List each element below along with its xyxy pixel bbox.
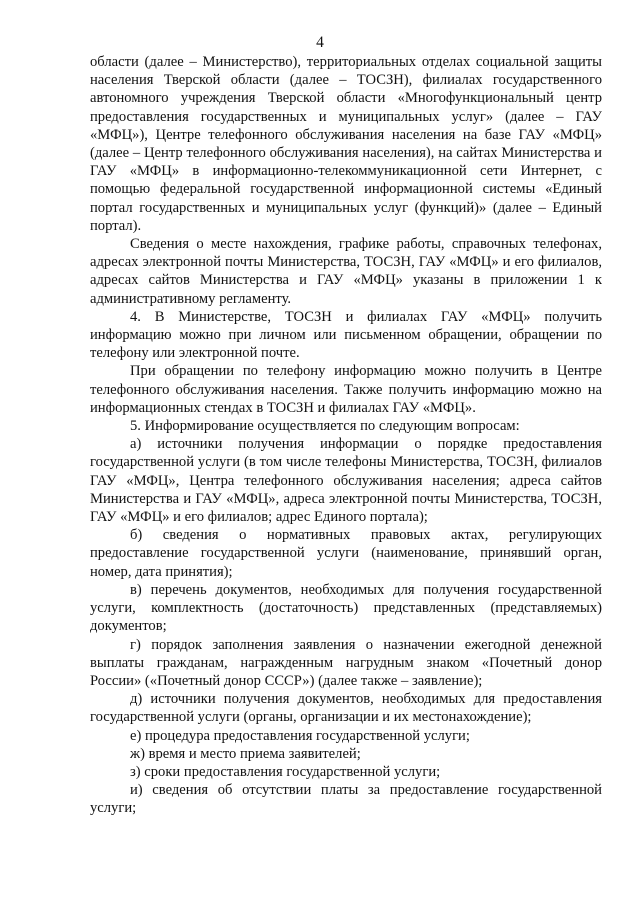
paragraph-item-5: 5. Информирование осуществляется по следующим вопросам: xyxy=(130,418,520,435)
paragraph-item-4: 4. В Министерстве, ТОСЗН и филиалах ГАУ «МФЦ» получить информацию можно при личном или письменном обращении, обращении по телефону или электронной почте. xyxy=(90,308,602,362)
list-item-z: з) сроки предоставления государственной услуги; xyxy=(130,763,441,780)
list-item-d: д) источники получения документов, необходимых для предоставления государственной услуги (органы, организации и их местонахождение); xyxy=(90,691,602,726)
list-item-a: а) источники получения информации о порядке предоставления государственной услуги (в том числе телефоны Министерства, ТОСЗН, филиалов ГАУ «МФЦ», Центра телефонного обслуживания населения; адреса сайтов Министерства и ГАУ «МФЦ», адреса электронной почты Министерства, ТОСЗН, ГАУ «МФЦ» и его филиалов; адрес Единого портала); xyxy=(90,436,602,526)
list-item-b: б) сведения о нормативных правовых актах, регулирующих предоставление государственной услуги (наименование, принявший орган, номер, дата принятия); xyxy=(90,527,602,580)
paragraph-continuation: области (далее – Министерство), территориальных отделах социальной защиты населения Тверской области (далее – ТОСЗН), филиалах государственного автономного учреждения Тверской области «Многофункциональный центр предоставления государственных и муниципальных услуг» (далее – ГАУ «МФЦ»), Центре телефонного обслуживания населения на базе ГАУ «МФЦ» (далее – Центр телефонного обслуживания населения), на сайтах Министерства и ГАУ «МФЦ» в информационно-телекоммуникационной сети Интернет, с помощью федеральной государственной информационной системы «Единый портал государственных и муниципальных услуг (функций)» (далее – Единый портал). xyxy=(90,54,602,234)
paragraph-phone-info: При обращении по телефону информацию можно получить в Центре телефонного обслуживания населения. Также получить информацию можно на информационных стендах в ТОСЗН и филиалах ГАУ «МФЦ». xyxy=(90,363,602,416)
list-item-i: и) сведения об отсутствии платы за предоставление государственной услуги; xyxy=(90,782,602,817)
paragraph-contacts: Сведения о месте нахождения, графике работы, справочных телефонах, адресах электронной почты Министерства, ТОСЗН, ГАУ «МФЦ» и его филиалов, адресах сайтов Министерства и ГАУ «МФЦ» указаны в приложении 1 к административному регламенту. xyxy=(90,236,602,307)
list-item-v: в) перечень документов, необходимых для получения государственной услуги, комплектность (достаточность) представленных (представляемых) документов; xyxy=(90,581,602,635)
body-text xyxy=(90,53,602,818)
list-item-zh: ж) время и место приема заявителей; xyxy=(130,745,361,762)
list-item-g: г) порядок заполнения заявления о назначении ежегодной денежной выплаты гражданам, награжденным нагрудным знаком «Почетный донор России» («Почетный донор СССР») (далее также – заявление); xyxy=(90,636,602,689)
list-item-e: е) процедура предоставления государственной услуги; xyxy=(130,727,470,744)
page-number: 4 xyxy=(316,34,324,51)
